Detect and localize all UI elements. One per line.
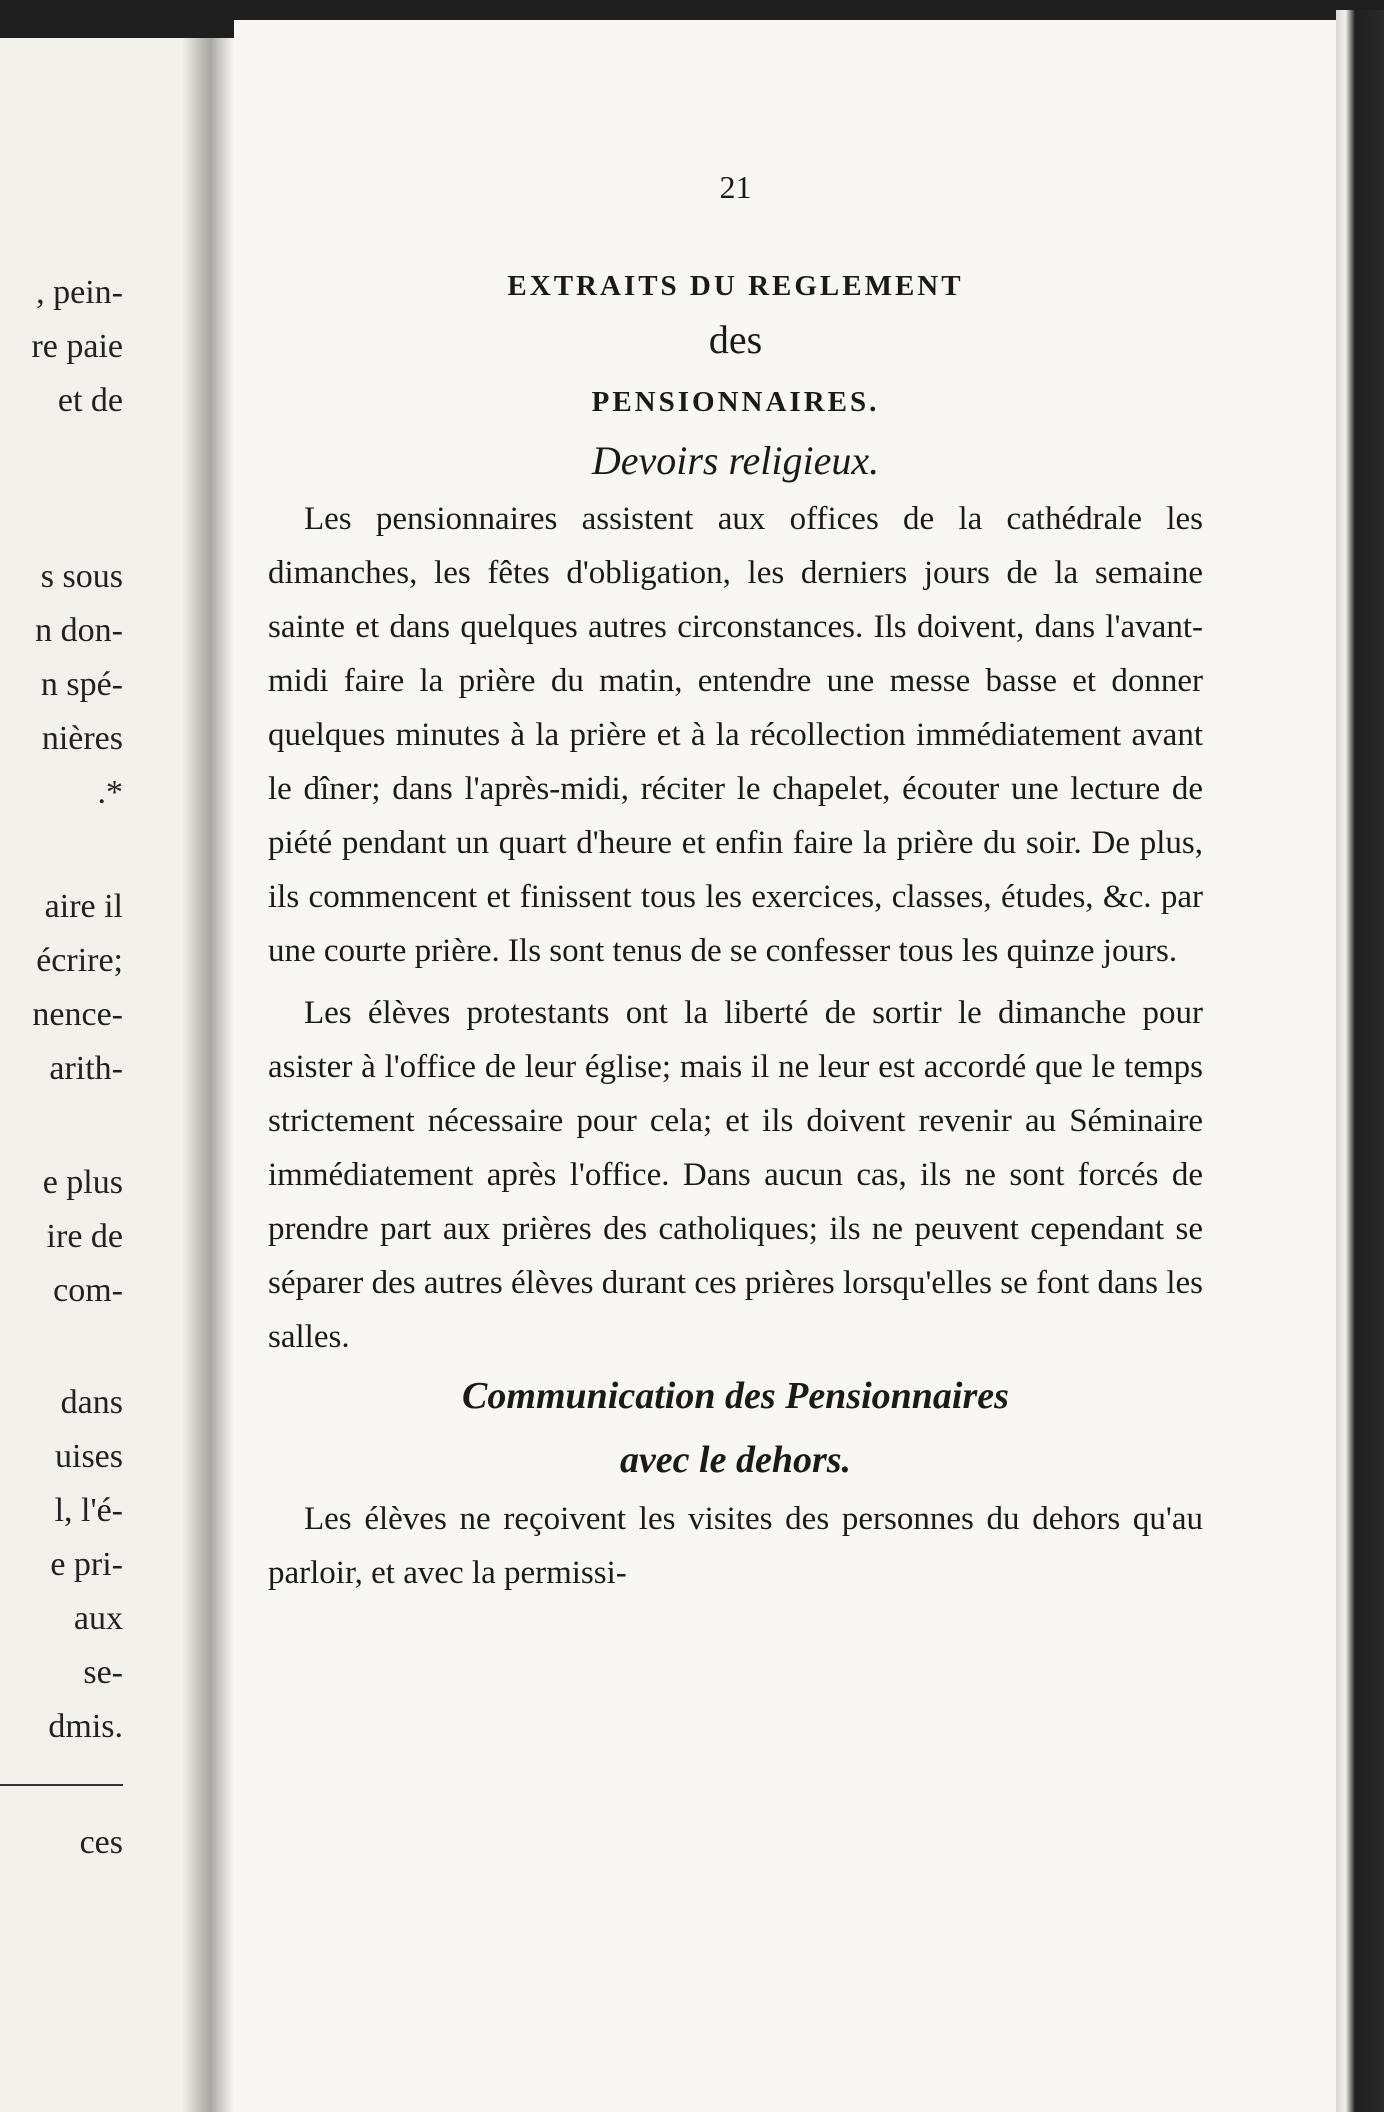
left-page-fragment: dans xyxy=(60,1384,123,1421)
left-page-fragment: nières xyxy=(41,720,123,757)
left-page-fragment: n spé- xyxy=(40,666,123,703)
left-page-fragment: nence- xyxy=(32,996,123,1033)
left-page-fragment: .* xyxy=(97,774,123,811)
left-page-fragment: com- xyxy=(53,1272,123,1309)
left-page-fragment: e pri- xyxy=(50,1546,123,1583)
left-page-fragment: n don- xyxy=(35,612,123,649)
paragraph-devoirs: Les pensionnaires assistent aux offices de la cathédrale les dimanches, les fêtes d'obligation, les derniers jours de la semaine sainte et dans quelques autres circonstances. Ils doivent, dans l'avant-midi faire la prière du matin, entendre une messe basse et donner quelques minutes à la prière et à la récollection immédiatement avant le dîner; dans l'après-midi, réciter le chapelet, écouter une lecture de piété pendant un quart d'heure et enfin faire la prière du soir. De plus, ils commencent et finissent tous les exercices, classes, études, &c. par une courte prière. Ils sont tenus de se confesser tous les quinze jours. xyxy=(268,501,1203,969)
left-page xyxy=(0,38,205,2112)
left-page-fragment: aux xyxy=(73,1600,123,1637)
footnote-rule xyxy=(0,1784,123,1786)
left-page-fragment: e plus xyxy=(42,1164,123,1201)
left-page-fragment: dmis. xyxy=(48,1708,123,1745)
left-page-fragment: arith- xyxy=(49,1050,123,1087)
left-page-fragment: re paie xyxy=(31,328,123,365)
left-page-fragment: ire de xyxy=(46,1218,123,1255)
page-number: 21 xyxy=(719,169,752,205)
heading-extraits: EXTRAITS DU REGLEMENT xyxy=(507,270,964,302)
section-title-devoirs: Devoirs religieux. xyxy=(591,438,880,483)
left-page-fragment: , pein- xyxy=(36,274,123,311)
page-edge xyxy=(1336,10,1384,2112)
section-title-communication: Communication des Pensionnaires xyxy=(462,1375,1009,1417)
paragraph-protestants: Les élèves protestants ont la liberté de sortir le dimanche pour asister à l'office de leur église; mais il ne leur est accordé que le temps strictement nécessaire pour cela; et ils doivent revenir au Séminaire immédiatement après l'office. Dans aucun cas, ils ne sont forcés de prendre part aux prières des catholiques; ils ne peuvent cependant se séparer des autres élèves durant ces prières lorsqu'elles se font dans les salles. xyxy=(268,995,1203,1355)
left-page-fragment: se- xyxy=(83,1654,123,1691)
left-page-fragment: écrire; xyxy=(36,942,123,979)
left-page-fragment: l, l'é- xyxy=(54,1492,123,1529)
left-page-fragment: uises xyxy=(55,1438,123,1475)
left-page-fragment: s sous xyxy=(40,558,123,595)
paragraph-visites: Les élèves ne reçoivent les visites des personnes du dehors qu'au parloir, et avec la permissi- xyxy=(268,1501,1203,1591)
section-title-communication-2: avec le dehors. xyxy=(619,1439,852,1481)
heading-pensionnaires: PENSIONNAIRES. xyxy=(591,386,880,418)
left-page-fragment: ces xyxy=(79,1824,123,1861)
left-page-fragment: et de xyxy=(57,382,123,419)
left-page-fragment: aire il xyxy=(44,888,123,925)
heading-des: des xyxy=(708,317,763,362)
right-page-content xyxy=(268,160,1203,1600)
book-gutter xyxy=(182,38,234,2112)
